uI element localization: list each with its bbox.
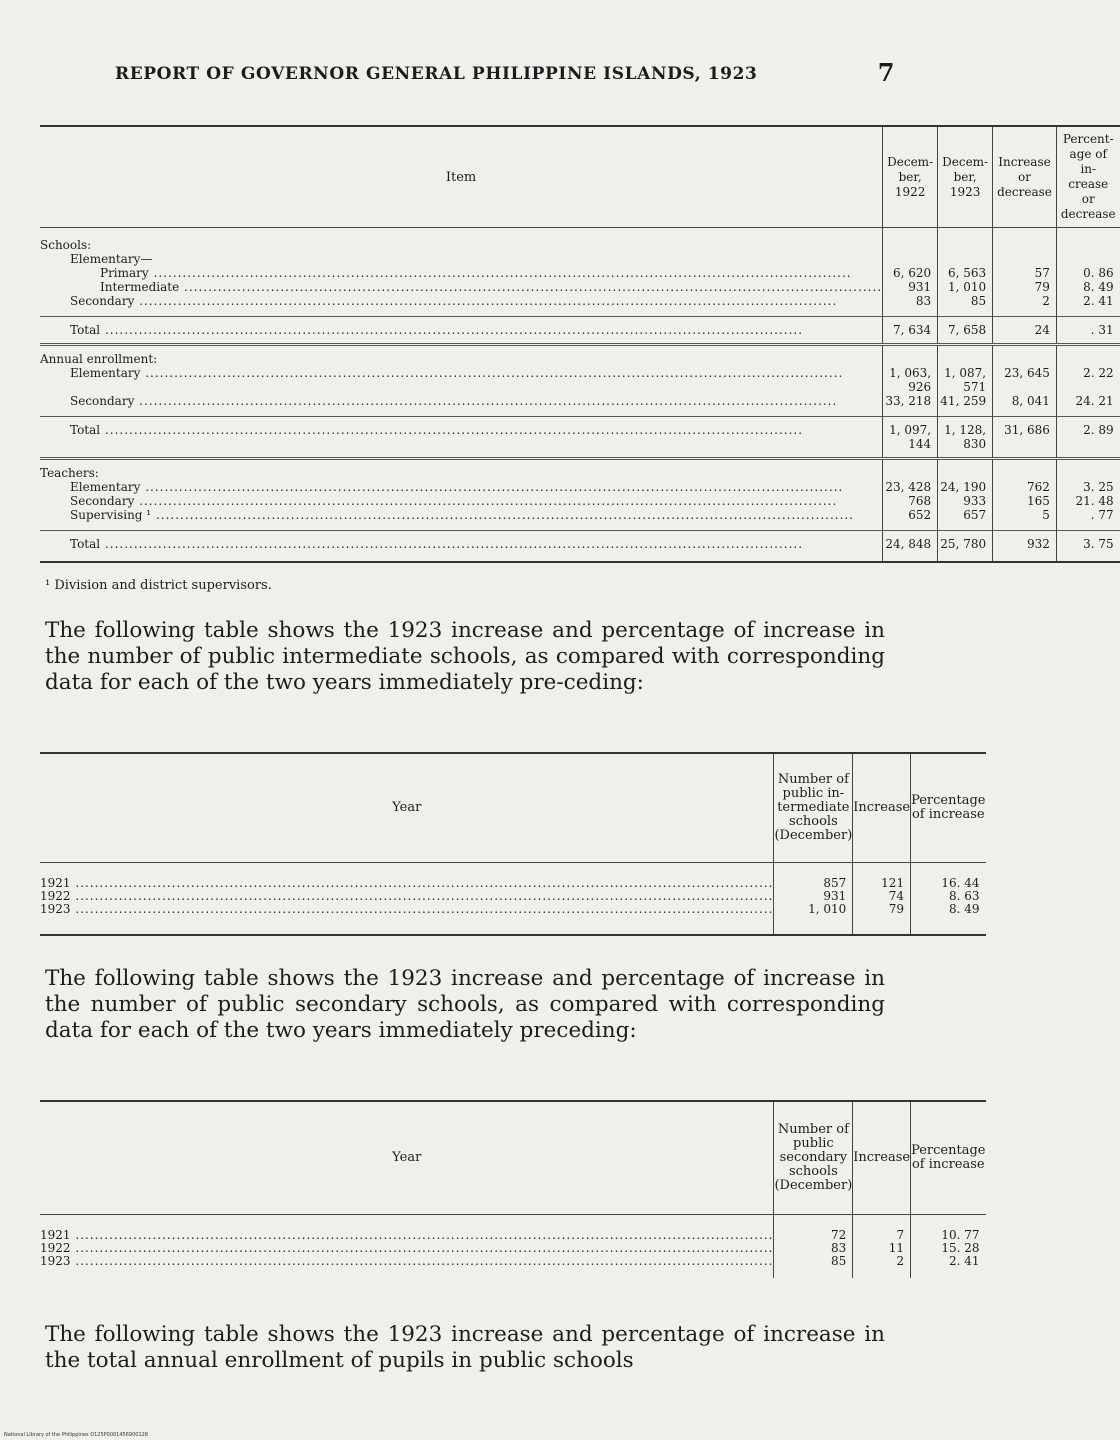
total-row-schools — [40, 317, 1120, 345]
cell-value: 24. 21 — [1056, 394, 1119, 417]
section-schools — [40, 228, 1120, 253]
cell-value: 2. 41 — [1056, 294, 1119, 317]
total-row-enrollment — [40, 417, 1120, 459]
page-number: 7 — [877, 58, 895, 87]
cell-value: . 77 — [1056, 508, 1119, 531]
row-label: Intermediate ..... — [100, 280, 882, 294]
cell-value: 8. 49 — [911, 903, 986, 935]
table-row — [40, 294, 1120, 317]
cell-value: 857 — [774, 863, 853, 891]
cell-value: 1, 097, 144 — [883, 417, 938, 459]
cell-value: 5 — [993, 508, 1057, 531]
secondary-schools-table — [40, 1100, 986, 1278]
cell-value: 57 — [993, 266, 1057, 280]
section-label: Annual enrollment: — [40, 352, 158, 366]
subsection-elementary — [40, 252, 1120, 266]
cell-value: 83 — [774, 1242, 853, 1255]
cell-value: 72 — [774, 1215, 853, 1243]
cell-value: 15. 28 — [911, 1242, 986, 1255]
col-header-increase: Increase or decrease — [993, 126, 1057, 228]
footnote: ¹ Division and district supervisors. — [45, 578, 272, 593]
col-header-increase: Increase — [853, 753, 911, 863]
cell-value: 933 — [938, 494, 993, 508]
col-header-year: Year — [40, 1101, 774, 1215]
cell-value: 3. 25 — [1056, 480, 1119, 494]
cell-value: 41, 259 — [938, 394, 993, 417]
cell-value: 24, 190 — [938, 480, 993, 494]
row-label: Total ..... — [70, 323, 803, 337]
col-header-increase: Increase — [853, 1101, 911, 1215]
row-year: 1922 ..... — [40, 1241, 773, 1255]
cell-value: 25, 780 — [938, 531, 993, 563]
cell-value: 2. 89 — [1056, 417, 1119, 459]
row-year: 1921 ..... — [40, 876, 773, 890]
table-header-row — [40, 126, 1120, 228]
cell-value: 931 — [883, 280, 938, 294]
table-header-row — [40, 1101, 986, 1215]
cell-value: 652 — [883, 508, 938, 531]
cell-value: 121 — [853, 863, 911, 891]
cell-value: 85 — [774, 1255, 853, 1278]
cell-value: 6, 620 — [883, 266, 938, 280]
cell-value: 2 — [993, 294, 1057, 317]
col-header-dec-1922: Decem- ber, 1922 — [883, 126, 938, 228]
cell-value: 21. 48 — [1056, 494, 1119, 508]
col-header-year: Year — [40, 753, 774, 863]
table-row — [40, 494, 1120, 508]
cell-value: 8, 041 — [993, 394, 1057, 417]
cell-value: 79 — [993, 280, 1057, 294]
cell-value: 83 — [883, 294, 938, 317]
cell-value: . 31 — [1056, 317, 1119, 345]
cell-value: 7, 634 — [883, 317, 938, 345]
table-row — [40, 366, 1120, 394]
table-row — [40, 266, 1120, 280]
total-row-teachers — [40, 531, 1120, 563]
row-label: Supervising ¹ ..... — [70, 508, 854, 522]
col-header-percentage: Percentage of increase — [911, 753, 986, 863]
col-header-percentage: Percentage of increase — [911, 1101, 986, 1215]
cell-value: 79 — [853, 903, 911, 935]
cell-value: 24 — [993, 317, 1057, 345]
col-header-number: Number of public in- termediate schools (December) — [774, 753, 853, 863]
col-header-percentage: Percent- age of in- crease or decrease — [1056, 126, 1119, 228]
table-header-row — [40, 753, 986, 863]
scan-credit: National Library of the Philippines D125P0001456900128 — [4, 1432, 148, 1438]
cell-value: 7 — [853, 1215, 911, 1243]
cell-value: 31, 686 — [993, 417, 1057, 459]
col-header-item: Item — [40, 126, 883, 228]
cell-value: 3. 75 — [1056, 531, 1119, 563]
cell-value: 2 — [853, 1255, 911, 1278]
cell-value: 1, 010 — [938, 280, 993, 294]
cell-value: 931 — [774, 890, 853, 903]
paragraph-enrollment: The following table shows the 1923 increase and percentage of increase in the total annual enrollment of pupils in public schools — [45, 1322, 885, 1373]
cell-value: 74 — [853, 890, 911, 903]
col-header-dec-1923: Decem- ber, 1923 — [938, 126, 993, 228]
row-label: Elementary ..... — [70, 366, 843, 380]
schools-statistics-table — [40, 125, 1120, 563]
table-row — [40, 863, 986, 891]
cell-value: 8. 49 — [1056, 280, 1119, 294]
cell-value: 1, 128, 830 — [938, 417, 993, 459]
table-row — [40, 508, 1120, 531]
cell-value: 24, 848 — [883, 531, 938, 563]
table-row — [40, 480, 1120, 494]
subsection-label: Elementary— — [70, 252, 153, 266]
paragraph-intermediate: The following table shows the 1923 increase and percentage of increase in the number of public intermediate schools, as compared with corresponding data for each of the two years immediately pre-ceding: — [45, 618, 885, 695]
cell-value: 768 — [883, 494, 938, 508]
running-header — [115, 58, 895, 87]
cell-value: 165 — [993, 494, 1057, 508]
row-year: 1921 ..... — [40, 1228, 773, 1242]
cell-value: 1, 087, 571 — [938, 366, 993, 394]
col-header-number: Number of public secondary schools (December) — [774, 1101, 853, 1215]
row-label: Secondary ..... — [70, 494, 837, 508]
table-row — [40, 903, 986, 935]
row-year: 1922 ..... — [40, 889, 773, 903]
table-row — [40, 280, 1120, 294]
cell-value: 7, 658 — [938, 317, 993, 345]
cell-value: 23, 645 — [993, 366, 1057, 394]
cell-value: 1, 063, 926 — [883, 366, 938, 394]
cell-value: 932 — [993, 531, 1057, 563]
cell-value: 16. 44 — [911, 863, 986, 891]
cell-value: 0. 86 — [1056, 266, 1119, 280]
cell-value: 11 — [853, 1242, 911, 1255]
row-year: 1923 ..... — [40, 1254, 773, 1268]
cell-value: 85 — [938, 294, 993, 317]
cell-value: 762 — [993, 480, 1057, 494]
section-label: Schools: — [40, 238, 92, 252]
row-label: Secondary ..... — [70, 294, 837, 308]
table-row — [40, 1255, 986, 1278]
header-title: REPORT OF GOVERNOR GENERAL PHILIPPINE ISLANDS, 1923 — [115, 64, 758, 84]
row-label: Total ..... — [70, 537, 803, 551]
cell-value: 1, 010 — [774, 903, 853, 935]
cell-value: 2. 41 — [911, 1255, 986, 1278]
section-enrollment — [40, 345, 1120, 367]
table-row — [40, 1215, 986, 1243]
row-year: 1923 ..... — [40, 902, 773, 916]
section-label: Teachers: — [40, 466, 99, 480]
cell-value: 8. 63 — [911, 890, 986, 903]
row-label: Primary ..... — [100, 266, 852, 280]
table-row — [40, 394, 1120, 417]
row-label: Elementary ..... — [70, 480, 843, 494]
row-label: Total ..... — [70, 423, 803, 437]
cell-value: 6, 563 — [938, 266, 993, 280]
intermediate-schools-table — [40, 752, 986, 936]
cell-value: 23, 428 — [883, 480, 938, 494]
cell-value: 2. 22 — [1056, 366, 1119, 394]
section-teachers — [40, 459, 1120, 481]
cell-value: 10. 77 — [911, 1215, 986, 1243]
cell-value: 657 — [938, 508, 993, 531]
cell-value: 33, 218 — [883, 394, 938, 417]
paragraph-secondary: The following table shows the 1923 increase and percentage of increase in the number of public secondary schools, as compared with corresponding data for each of the two years immediately preceding: — [45, 966, 885, 1043]
row-label: Secondary ..... — [70, 394, 837, 408]
